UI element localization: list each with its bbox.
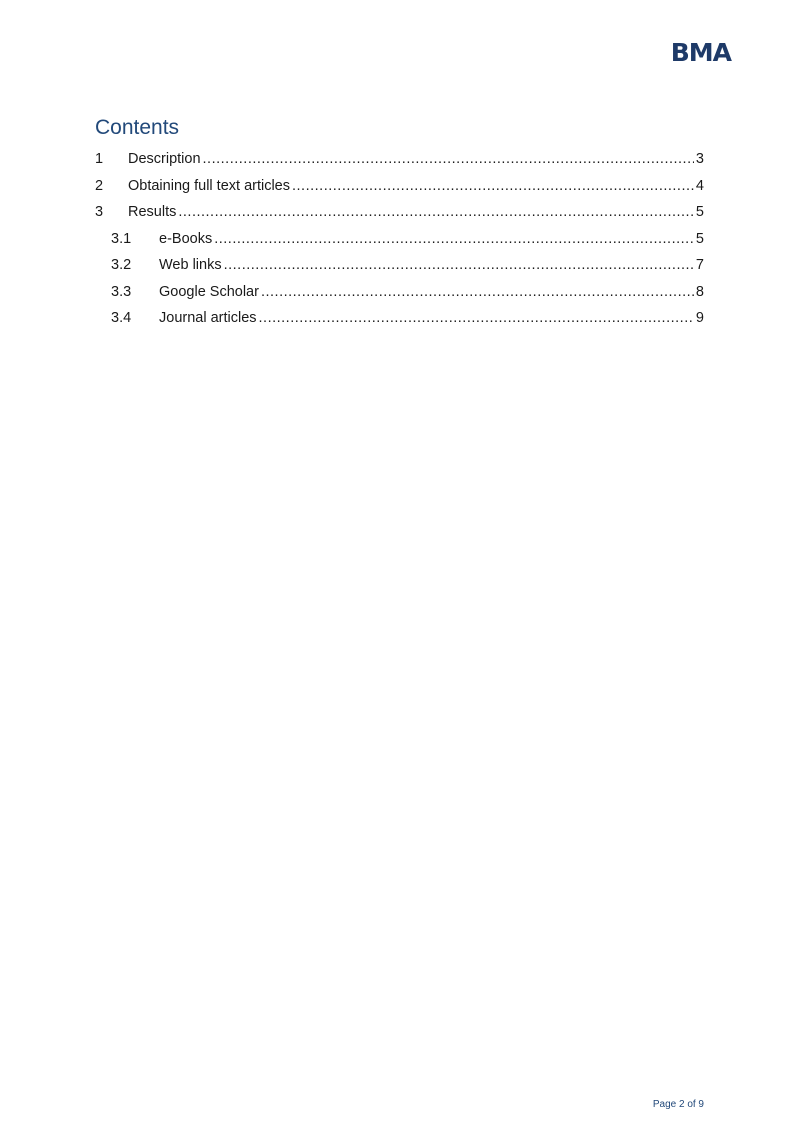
- toc-entry-number: 3.3: [111, 283, 132, 300]
- toc-dot-leader: [203, 148, 694, 170]
- toc-entry-description[interactable]: [95, 148, 704, 170]
- toc-entry-ebooks[interactable]: [111, 228, 704, 250]
- toc-entry-number: 3.1: [111, 230, 132, 247]
- toc-entry-web-links[interactable]: [111, 254, 704, 276]
- toc-entry-label: Results: [128, 204, 177, 220]
- toc-entry-journal-articles[interactable]: [111, 307, 704, 329]
- toc-entry-label: Web links: [159, 257, 222, 273]
- toc-entry-page: 7: [695, 257, 704, 273]
- toc-dot-leader: [214, 228, 694, 250]
- toc-entry-number: 3.4: [111, 310, 132, 326]
- toc-dot-leader: [259, 307, 694, 329]
- toc-entry-page: 3: [695, 151, 704, 167]
- toc-entry-page: 5: [695, 230, 704, 247]
- toc-entry-label: Description: [128, 151, 201, 167]
- toc-entry-number: 3.2: [111, 257, 132, 273]
- page-number-footer: Page 2 of 9: [652, 1099, 704, 1110]
- toc-entry-label: Journal articles: [159, 310, 257, 326]
- toc-entry-label: Obtaining full text articles: [128, 177, 290, 194]
- toc-entry-number: 3: [95, 204, 104, 220]
- bma-logo: BMA: [670, 38, 731, 67]
- toc-entry-results[interactable]: [95, 201, 704, 223]
- toc-entry-page: 5: [695, 204, 704, 220]
- toc-entry-number: 2: [95, 177, 104, 194]
- toc-entry-number: 1: [95, 151, 104, 167]
- toc-dot-leader: [292, 175, 694, 197]
- toc-entry-page: 4: [695, 177, 704, 194]
- toc-entry-label: e-Books: [159, 230, 213, 247]
- toc-dot-leader: [224, 254, 694, 276]
- contents-heading: Contents: [95, 116, 180, 139]
- toc-entry-page: 9: [695, 310, 704, 326]
- toc-entry-page: 8: [695, 283, 704, 300]
- toc-entry-label: Google Scholar: [159, 283, 259, 300]
- toc-entry-google-scholar[interactable]: [111, 281, 704, 303]
- toc-dot-leader: [261, 281, 694, 303]
- toc-entry-obtaining-full-text[interactable]: [95, 175, 704, 197]
- toc-dot-leader: [178, 201, 694, 223]
